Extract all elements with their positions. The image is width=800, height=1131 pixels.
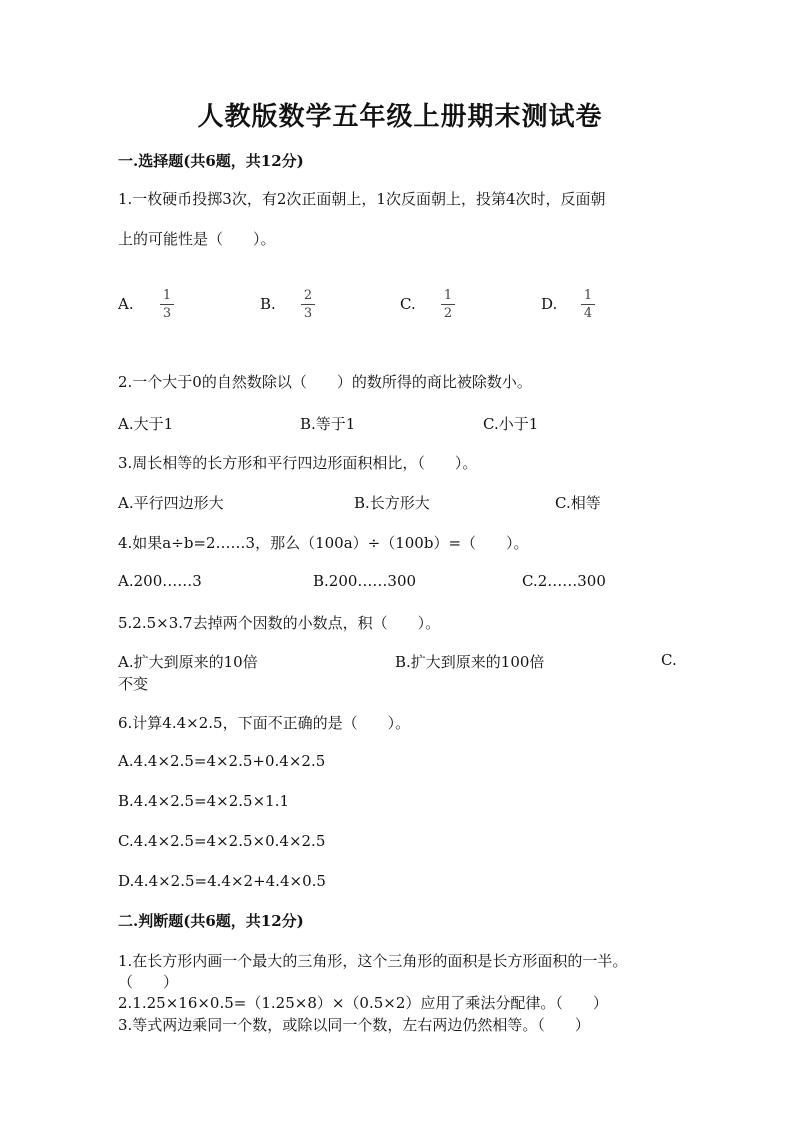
- q1-option-a-fraction: [159, 288, 175, 321]
- q1-option-b-fraction: [300, 288, 316, 321]
- q5-option-c-text: 不变: [118, 675, 149, 693]
- q3-option-b: B.长方形大: [354, 494, 430, 512]
- judgment-2: 2.1.25×16×0.5=（1.25×8）×（0.5×2）应用了乘法分配律。（ ）: [118, 994, 608, 1012]
- fraction-numerator: 1: [583, 288, 593, 303]
- q6-option-a: A.4.4×2.5=4×2.5+0.4×2.5: [118, 752, 326, 770]
- q2-option-c: C.小于1: [483, 415, 539, 433]
- q1-option-d-label: D.: [541, 295, 558, 313]
- question-5: 5.2.5×3.7去掉两个因数的小数点，积（ ）。: [118, 614, 441, 632]
- judgment-3: 3.等式两边乘同一个数，或除以同一个数，左右两边仍然相等。（ ）: [118, 1016, 590, 1034]
- q4-option-c: C.2……300: [522, 572, 606, 590]
- question-1-line-2: 上的可能性是（ ）。: [118, 230, 276, 248]
- fraction-bar: [581, 304, 595, 305]
- q1-option-c-fraction: [440, 288, 456, 321]
- q6-option-c: C.4.4×2.5=4×2.5×0.4×2.5: [118, 832, 326, 850]
- fraction-numerator: 2: [303, 288, 313, 303]
- q3-option-c: C.相等: [555, 494, 601, 512]
- q4-option-b: B.200……300: [313, 572, 417, 590]
- fraction-bar: [301, 304, 315, 305]
- question-2: 2.一个大于0的自然数除以（ ）的数所得的商比被除数小。: [118, 373, 532, 391]
- fraction-denominator: 3: [162, 306, 172, 321]
- fraction-denominator: 4: [583, 306, 593, 321]
- q3-option-a: A.平行四边形大: [118, 494, 224, 512]
- q6-option-d: D.4.4×2.5=4.4×2+4.4×0.5: [118, 872, 326, 890]
- judgment-1: 1.在长方形内画一个最大的三角形，这个三角形的面积是长方形面积的一半。: [118, 952, 628, 970]
- q1-option-c-label: C.: [400, 295, 416, 313]
- section-heading-choice: 一.选择题(共6题，共12分): [118, 152, 304, 170]
- question-4: 4.如果a÷b=2……3，那么（100a）÷（100b）=（ ）。: [118, 534, 529, 552]
- q5-option-b: B.扩大到原来的100倍: [395, 653, 545, 671]
- fraction-bar: [160, 304, 174, 305]
- question-3: 3.周长相等的长方形和平行四边形面积相比，（ ）。: [118, 454, 478, 472]
- fraction-numerator: 1: [443, 288, 453, 303]
- q5-option-c-label: C.: [661, 651, 677, 669]
- q1-option-a-label: A.: [118, 295, 134, 313]
- q1-option-d-fraction: [580, 288, 596, 321]
- q6-option-b: B.4.4×2.5=4×2.5×1.1: [118, 792, 290, 810]
- question-6: 6.计算4.4×2.5，下面不正确的是（ ）。: [118, 714, 411, 732]
- q2-option-a: A.大于1: [118, 415, 174, 433]
- fraction-bar: [441, 304, 455, 305]
- judgment-1-bracket: （ ）: [118, 973, 179, 991]
- section-heading-judgment: 二.判断题(共6题，共12分): [118, 912, 304, 930]
- question-1-line-1: 1.一枚硬币投掷3次，有2次正面朝上，1次反面朝上，投第4次时，反面朝: [118, 190, 606, 208]
- q5-option-a: A.扩大到原来的10倍: [118, 653, 258, 671]
- fraction-denominator: 2: [443, 306, 453, 321]
- q4-option-a: A.200……3: [118, 572, 202, 590]
- fraction-denominator: 3: [303, 306, 313, 321]
- q2-option-b: B.等于1: [300, 415, 356, 433]
- q1-option-b-label: B.: [260, 295, 276, 313]
- page-title: 人教版数学五年级上册期末测试卷: [197, 102, 603, 132]
- fraction-numerator: 1: [162, 288, 172, 303]
